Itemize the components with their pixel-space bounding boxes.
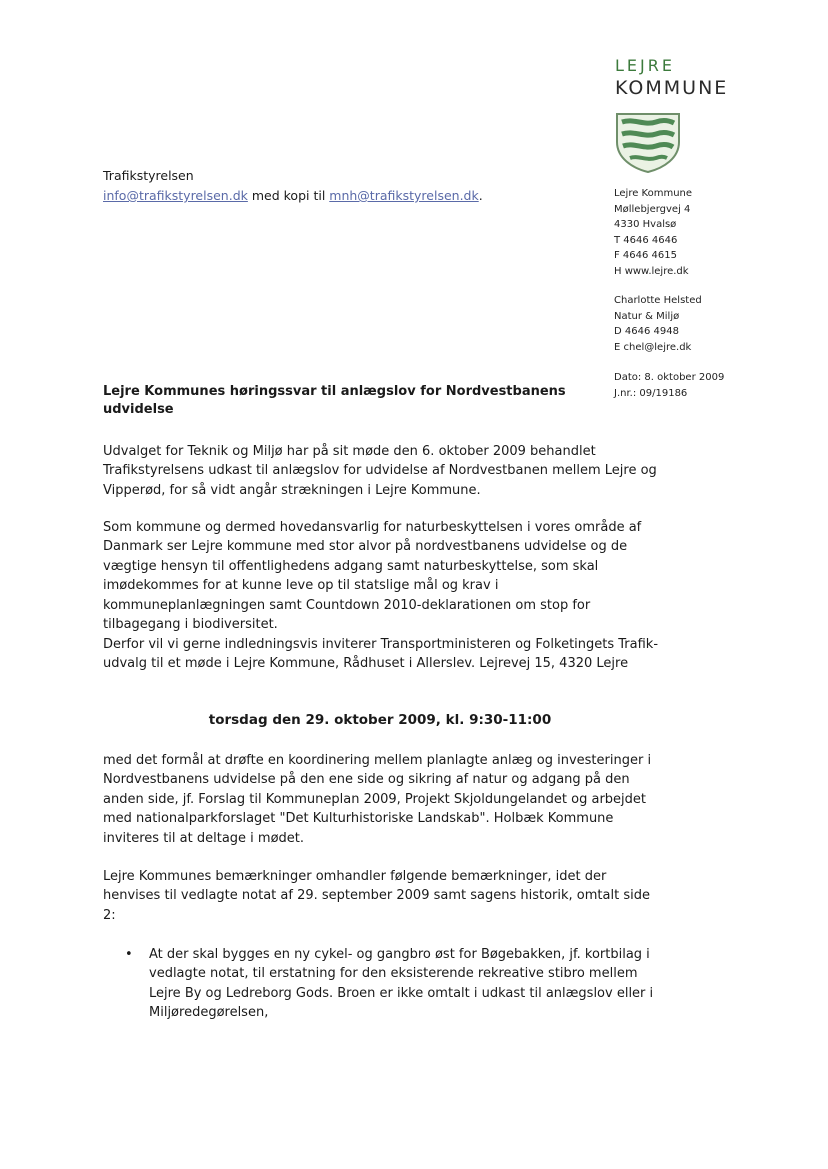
sender-contact-line: Natur & Miljø [614, 310, 680, 322]
recipient-name: Trafikstyrelsen [103, 168, 194, 183]
document-reference [614, 370, 724, 401]
recipient-emails [103, 188, 483, 203]
bullet-icon: • [125, 947, 133, 962]
body-paragraph: Udvalget for Teknik og Miljø har på sit møde den 6. oktober 2009 behandlet Trafikstyrelsens udkast til anlægslov for udvidelse af Nordvestbanen mellem Lejre og Vipperød, for så vidt angår strækningen i Lejre Kommune. [103, 444, 657, 498]
recipient-copy-text: med kopi til [247, 188, 330, 203]
recipient-end-punctuation: . [478, 188, 483, 203]
letter-subject: Lejre Kommunes høringssvar til anlægslov for Nordvestbanens udvidelse [103, 384, 566, 417]
body-paragraph: Lejre Kommunes bemærkninger omhandler følgende bemærkninger, idet der henvises til vedlagte notat af 29. september 2009 samt sagens historik, omtalt side 2: [103, 869, 650, 923]
sender-address-line: T 4646 4646 [614, 234, 678, 246]
sender-contact-line: D 4646 4948 [614, 326, 679, 337]
sender-address-line: 4330 Hvalsø [614, 219, 677, 230]
body-paragraph: med det formål at drøfte en koordinering mellem planlagte anlæg og investeringer i Nordvestbanens udvidelse på den ene side og sikring af natur og adgang på den anden side, jf. Forslag til Kommuneplan 2009, Projekt Skjoldungelandet og arbejdet med nationalparkforslaget "Det Kulturhistoriske Landskab". Holbæk Kommune inviteres til at deltage i mødet. [103, 753, 652, 846]
sender-contact [614, 293, 702, 355]
recipient-copy-email-link[interactable]: mnh@trafikstyrelsen.dk [329, 188, 479, 203]
logo-text-kommune: KOMMUNE [615, 77, 729, 99]
sender-address-line: Lejre Kommune [614, 188, 693, 199]
list-item [103, 945, 663, 1023]
sender-address-line: H www.lejre.dk [614, 265, 689, 277]
sender-contact-line: E chel@lejre.dk [614, 341, 692, 353]
remarks-list [103, 945, 663, 1023]
list-item-text: At der skal bygges en ny cykel- og gangbro øst for Bøgebakken, jf. kortbilag i vedlagte notat, til erstatning for den eksisterende rekreative stibro mellem Lejre By og Ledreborg Gods. Broen er ikke omtalt i udkast til anlægslov eller i Miljøredegørelsen, [149, 947, 654, 1021]
document-journal-number: J.nr.: 09/19186 [614, 387, 688, 399]
coat-of-arms-icon [614, 112, 682, 174]
meeting-datetime: torsdag den 29. oktober 2009, kl. 9:30-11:00 [208, 712, 552, 728]
recipient-email-link[interactable]: info@trafikstyrelsen.dk [103, 188, 248, 203]
logo-text-lejre: LEJRE [615, 56, 675, 75]
document-date: Dato: 8. oktober 2009 [614, 372, 725, 383]
sender-address-line: Møllebjergvej 4 [614, 203, 691, 215]
body-paragraph: Som kommune og dermed hovedansvarlig for naturbeskyttelsen i vores område af Danmark ser Lejre kommune med stor alvor på nordvestbanens udvidelse og de vægtige hensyn til offentlighedens adgang samt naturbeskyttelse, som skal imødekommes for at kunne leve op til statslige mål og krav i kommuneplanlægningen samt Countdown 2010-deklarationen om stop for tilbagegang i biodiversitet. [103, 520, 642, 633]
sender-address [614, 186, 692, 279]
sender-contact-line: Charlotte Helsted [614, 295, 702, 306]
body-paragraph: Derfor vil vi gerne indledningsvis inviterer Transportministeren og Folketingets Trafik-udvalg til et møde i Lejre Kommune, Rådhuset i Allerslev. Lejrevej 15, 4320 Lejre [103, 637, 659, 672]
sender-address-line: F 4646 4615 [614, 250, 678, 261]
